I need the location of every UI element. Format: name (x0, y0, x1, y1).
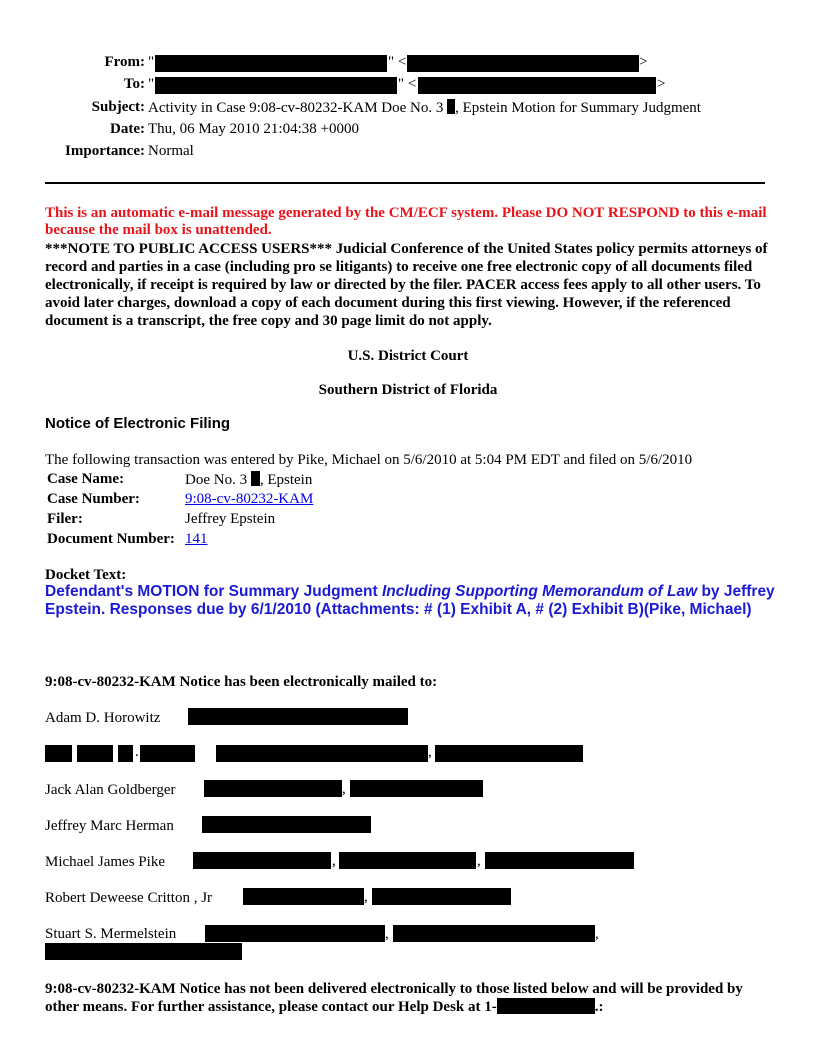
pike-comma-2: , (477, 853, 481, 869)
recipient-herman: Jeffrey Marc Herman (45, 818, 174, 834)
header-divider (45, 182, 765, 184)
recipient-email-redaction-2 (435, 745, 583, 762)
case-number-label: Case Number: (47, 491, 140, 507)
case-name-pre: Doe No. 3 (185, 472, 248, 488)
document-number-label: Document Number: (47, 531, 175, 547)
filer-value: Jeffrey Epstein (185, 511, 276, 527)
case-name-value (185, 471, 312, 489)
case-name-post: , Epstein (259, 472, 313, 488)
mermelstein-email-redaction-2 (393, 925, 595, 942)
date-value: Thu, 06 May 2010 21:04:38 +0000 (148, 121, 359, 137)
court-district: Southern District of Florida (318, 382, 498, 398)
subject-value (148, 99, 701, 117)
from-label: From: (104, 54, 145, 70)
docket-text (45, 583, 775, 619)
filer-label: Filer: (47, 511, 83, 527)
from-quote-close: " < (388, 54, 407, 70)
docket-italic: Including Supporting Memorandum of Law (381, 583, 698, 600)
not-delivered-text: 9:08-cv-80232-KAM Notice has not been delivered electronically to those listed below and will be provided by other means. For further assistance, please contact our Help Desk at 1- (45, 981, 743, 1015)
transaction-text: The following transaction was entered by Pike, Michael on 5/6/2010 at 5:04 PM EDT and filed on 5/6/2010 (45, 452, 693, 468)
to-quote-close: " < (398, 76, 417, 92)
court-name: U.S. District Court (347, 348, 469, 364)
auto-email-warning: This is an automatic e-mail message generated by the CM/ECF system. Please DO NOT RESPOND to this e-mail because the mail box is unattended. (45, 205, 767, 238)
docket-part1: Defendant's MOTION for Summary Judgment (45, 583, 382, 600)
recipient-period: . (135, 744, 139, 760)
importance-value: Normal (148, 143, 194, 159)
mermelstein-email-redaction-3 (45, 943, 242, 960)
not-delivered-notice (45, 980, 780, 1016)
docket-part2: by Jeffrey Epstein. Responses due by 6/1/2010 (Attachments: # (1) Exhibit A, # (2) Exhibit B)(Pike, Michael) (45, 583, 775, 618)
recipient-critton: Robert Deweese Critton , Jr (45, 890, 213, 906)
goldberger-email-redaction-2 (350, 780, 483, 797)
pike-email-redaction-3 (485, 852, 634, 869)
pike-email-redaction-2 (339, 852, 476, 869)
subject-label: Subject: (91, 99, 145, 115)
recipient-horowitz: Adam D. Horowitz (45, 710, 161, 726)
mermelstein-comma-2: , (595, 926, 599, 942)
importance-label: Importance: (65, 143, 145, 159)
not-delivered-tail: .: (594, 999, 604, 1015)
from-quote-open: " (148, 54, 155, 70)
from-tail: > (639, 54, 648, 70)
recipient-email-redaction-1 (216, 745, 428, 762)
recipient-name-redaction-2 (77, 745, 113, 762)
critton-comma: , (364, 889, 368, 905)
mermelstein-email-redaction-1 (205, 925, 385, 942)
herman-email-redaction (202, 816, 371, 833)
pike-email-redaction-1 (193, 852, 331, 869)
help-desk-phone-redaction (497, 998, 595, 1014)
mermelstein-comma-1: , (385, 926, 389, 942)
subject-redaction (447, 99, 455, 114)
recipient-name-redaction-3 (118, 745, 133, 762)
to-quote-open: " (148, 76, 155, 92)
date-label: Date: (110, 121, 145, 137)
recipient-name-redaction-4 (140, 745, 195, 762)
public-access-note: ***NOTE TO PUBLIC ACCESS USERS*** Judicial Conference of the United States policy permits attorneys of record and parties in a case (including pro se litigants) to receive one free electronic copy of all documents filed electronically, if receipt is required by law or directed by the filer. PACER access fees apply to all other users. To avoid later charges, download a copy of each document during this first viewing. However, if the referenced document is a transcript, the free copy and 30 page limit do not apply. (45, 241, 768, 329)
recipient-name-redaction-1 (45, 745, 72, 762)
to-label: To: (123, 76, 145, 92)
goldberger-email-redaction-1 (204, 780, 342, 797)
recipient-pike: Michael James Pike (45, 854, 165, 870)
docket-label: Docket Text: (45, 567, 127, 583)
mailed-heading: 9:08-cv-80232-KAM Notice has been electronically mailed to: (45, 674, 438, 690)
document-number-link[interactable]: 141 (185, 531, 208, 547)
case-name-redaction (251, 471, 260, 486)
from-name-redaction (155, 55, 387, 72)
subject-post: , Epstein Motion for Summary Judgment (455, 100, 701, 116)
subject-pre: Activity in Case 9:08-cv-80232-KAM Doe No. 3 (148, 100, 444, 116)
recipient-goldberger: Jack Alan Goldberger (45, 782, 176, 798)
recipient-mermelstein: Stuart S. Mermelstein (45, 926, 177, 942)
pike-comma-1: , (332, 853, 336, 869)
horowitz-email-redaction (188, 708, 408, 725)
case-name-label: Case Name: (47, 471, 125, 487)
case-number-link[interactable]: 9:08-cv-80232-KAM (185, 491, 314, 507)
critton-email-redaction-2 (372, 888, 511, 905)
from-email-redaction (407, 55, 639, 72)
to-tail: > (657, 76, 666, 92)
to-name-redaction (155, 77, 397, 94)
recipient-comma: , (428, 744, 432, 760)
to-email-redaction (418, 77, 656, 94)
critton-email-redaction-1 (243, 888, 364, 905)
goldberger-comma: , (342, 781, 346, 797)
notice-title: Notice of Electronic Filing (45, 415, 231, 432)
